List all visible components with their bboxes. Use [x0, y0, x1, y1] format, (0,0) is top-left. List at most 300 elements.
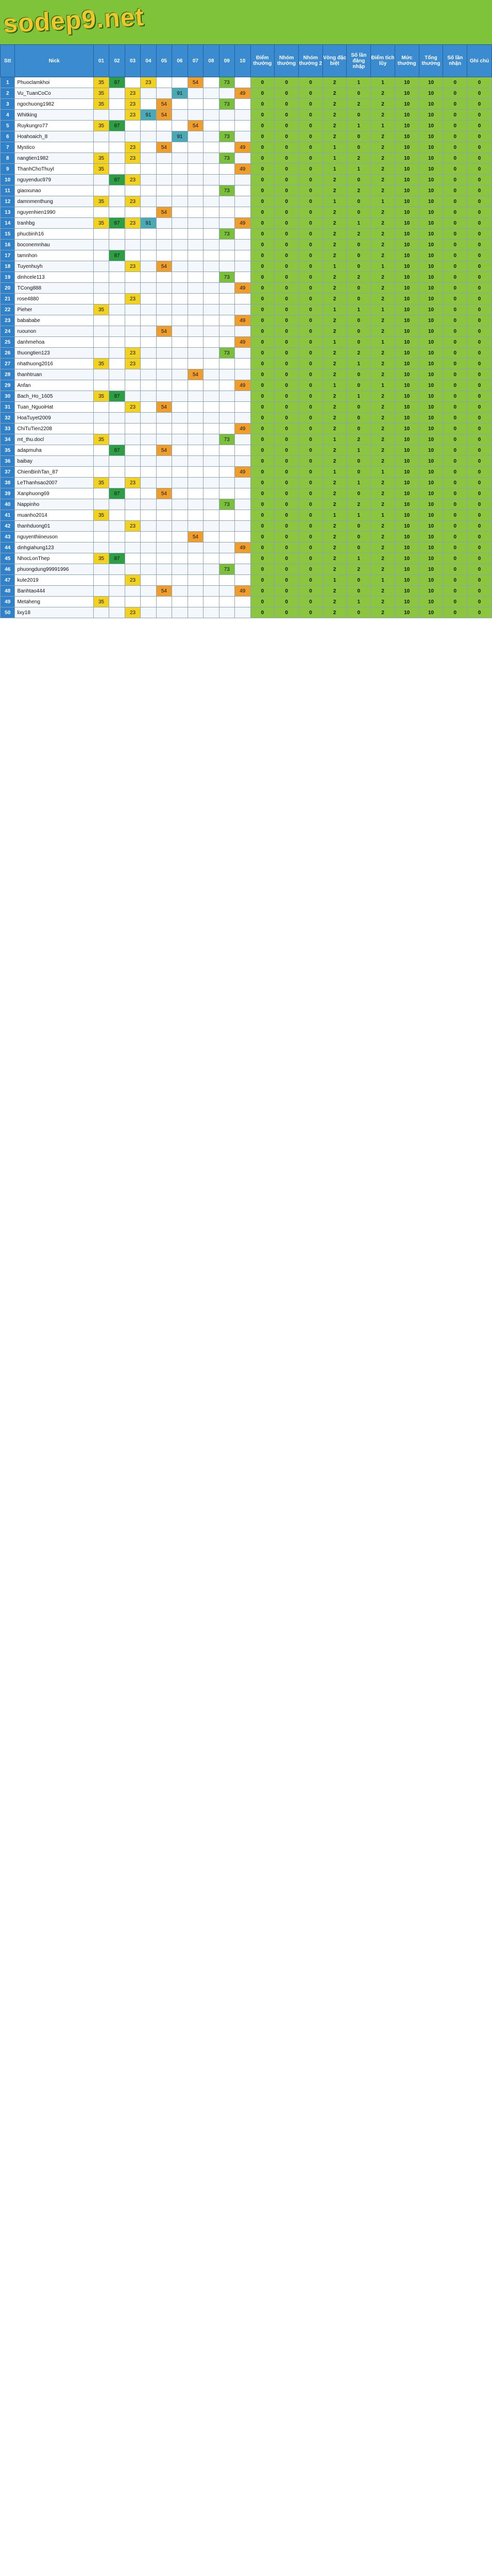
round-cell — [219, 218, 234, 229]
summary-cell: 0 — [443, 185, 467, 196]
player-nick[interactable]: ruounon — [15, 326, 93, 337]
row-number: 27 — [1, 359, 15, 369]
round-cell — [109, 607, 125, 618]
round-cell: 73 — [219, 564, 234, 575]
round-cell — [172, 510, 188, 521]
round-cell: 54 — [156, 326, 172, 337]
round-cell — [156, 121, 172, 131]
round-cell — [125, 391, 140, 402]
round-cell — [219, 88, 234, 99]
column-header: Nhóm thưởng 2 — [298, 45, 323, 77]
summary-cell: 0 — [298, 467, 323, 478]
round-cell — [125, 250, 140, 261]
player-nick[interactable]: lixy18 — [15, 607, 93, 618]
round-cell — [156, 597, 172, 607]
summary-cell: 0 — [467, 575, 492, 586]
round-cell — [219, 164, 234, 175]
player-nick[interactable]: thanhtruan — [15, 369, 93, 380]
player-nick[interactable]: Mystico — [15, 142, 93, 153]
summary-cell: 0 — [250, 142, 275, 153]
player-nick[interactable]: NhocLonThep — [15, 553, 93, 564]
player-nick[interactable]: boconemnhau — [15, 240, 93, 250]
round-cell — [141, 607, 156, 618]
player-nick[interactable]: muanho2014 — [15, 510, 93, 521]
round-cell — [203, 315, 219, 326]
round-cell — [203, 207, 219, 218]
round-cell — [93, 207, 109, 218]
round-cell — [109, 304, 125, 315]
round-cell — [125, 240, 140, 250]
round-cell: 87 — [109, 445, 125, 456]
summary-cell: 0 — [443, 196, 467, 207]
summary-cell: 10 — [395, 315, 419, 326]
round-cell — [172, 164, 188, 175]
round-cell — [93, 142, 109, 153]
round-cell — [109, 294, 125, 304]
round-cell — [172, 185, 188, 196]
summary-cell: 0 — [275, 543, 299, 553]
round-cell — [93, 348, 109, 359]
table-row — [1, 142, 492, 153]
column-header: 04 — [141, 45, 156, 77]
summary-cell: 10 — [419, 586, 443, 597]
player-nick[interactable]: Pieher — [15, 304, 93, 315]
row-number: 30 — [1, 391, 15, 402]
summary-cell: 0 — [467, 413, 492, 423]
player-nick[interactable]: Ruykungro77 — [15, 121, 93, 131]
summary-cell: 0 — [298, 185, 323, 196]
table-row — [1, 207, 492, 218]
summary-cell: 10 — [395, 131, 419, 142]
summary-cell: 0 — [347, 207, 371, 218]
summary-cell: 10 — [419, 164, 443, 175]
round-cell — [188, 543, 203, 553]
player-nick[interactable]: rose4880 — [15, 294, 93, 304]
summary-cell: 2 — [323, 586, 347, 597]
player-nick[interactable]: giaoxunao — [15, 185, 93, 196]
summary-cell: 0 — [275, 607, 299, 618]
column-header: Số lần đăng nhập — [347, 45, 371, 77]
summary-cell: 10 — [395, 488, 419, 499]
round-cell — [141, 348, 156, 359]
round-cell — [156, 315, 172, 326]
player-nick[interactable]: LeThanhsao2007 — [15, 478, 93, 488]
row-number: 5 — [1, 121, 15, 131]
round-cell — [172, 294, 188, 304]
round-cell: 87 — [109, 553, 125, 564]
summary-cell: 2 — [371, 586, 395, 597]
summary-cell: 2 — [323, 294, 347, 304]
round-cell: 35 — [93, 164, 109, 175]
round-cell — [235, 207, 250, 218]
round-cell — [188, 304, 203, 315]
summary-cell: 2 — [323, 326, 347, 337]
round-cell — [203, 272, 219, 283]
round-cell — [219, 283, 234, 294]
summary-cell: 0 — [443, 553, 467, 564]
summary-cell: 0 — [275, 521, 299, 532]
player-nick[interactable]: Vu_TuanCoCo — [15, 88, 93, 99]
round-cell — [203, 413, 219, 423]
summary-cell: 0 — [467, 240, 492, 250]
summary-cell: 0 — [467, 250, 492, 261]
column-header: 03 — [125, 45, 140, 77]
summary-cell: 2 — [371, 164, 395, 175]
round-cell — [203, 402, 219, 413]
round-cell — [188, 467, 203, 478]
summary-cell: 0 — [250, 564, 275, 575]
summary-cell: 10 — [419, 423, 443, 434]
summary-cell: 10 — [419, 272, 443, 283]
round-cell — [219, 250, 234, 261]
table-row — [1, 196, 492, 207]
player-nick[interactable]: phucbinh16 — [15, 229, 93, 240]
summary-cell: 0 — [467, 359, 492, 369]
round-cell — [141, 359, 156, 369]
round-cell: 49 — [235, 88, 250, 99]
player-nick[interactable]: Nappinho — [15, 499, 93, 510]
summary-cell: 1 — [371, 304, 395, 315]
summary-cell: 10 — [419, 77, 443, 88]
row-number: 44 — [1, 543, 15, 553]
player-nick[interactable]: adapmuha — [15, 445, 93, 456]
table-row — [1, 240, 492, 250]
table-header — [1, 45, 492, 77]
summary-cell: 0 — [250, 553, 275, 564]
summary-cell: 0 — [467, 553, 492, 564]
round-cell — [219, 261, 234, 272]
table-row — [1, 110, 492, 121]
summary-cell: 0 — [443, 326, 467, 337]
player-nick[interactable]: Hoahoaich_8 — [15, 131, 93, 142]
player-nick[interactable]: danhmehoa — [15, 337, 93, 348]
summary-cell: 1 — [371, 77, 395, 88]
round-cell — [203, 131, 219, 142]
player-nick[interactable]: nangtien1982 — [15, 153, 93, 164]
round-cell — [235, 240, 250, 250]
round-cell — [188, 283, 203, 294]
summary-cell: 0 — [467, 369, 492, 380]
table-row — [1, 467, 492, 478]
round-cell — [203, 261, 219, 272]
round-cell — [203, 110, 219, 121]
round-cell: 23 — [125, 99, 140, 110]
summary-cell: 0 — [275, 218, 299, 229]
round-cell — [188, 564, 203, 575]
round-cell — [109, 283, 125, 294]
round-cell — [125, 121, 140, 131]
player-nick[interactable]: tranhbg — [15, 218, 93, 229]
round-cell: 49 — [235, 380, 250, 391]
summary-cell: 10 — [395, 304, 419, 315]
summary-cell: 10 — [395, 175, 419, 185]
table-row — [1, 88, 492, 99]
player-nick[interactable]: Tuan_NguoiHat — [15, 402, 93, 413]
round-cell — [109, 521, 125, 532]
round-cell — [156, 391, 172, 402]
round-cell: 35 — [93, 218, 109, 229]
round-cell — [156, 607, 172, 618]
round-cell: 49 — [235, 586, 250, 597]
summary-cell: 10 — [395, 553, 419, 564]
round-cell — [219, 326, 234, 337]
summary-cell: 0 — [275, 142, 299, 153]
round-cell — [235, 478, 250, 488]
table-row — [1, 564, 492, 575]
summary-cell: 1 — [347, 478, 371, 488]
player-nick[interactable]: mt_thu.docl — [15, 434, 93, 445]
round-cell — [93, 607, 109, 618]
player-nick[interactable]: thanhduong01 — [15, 521, 93, 532]
summary-cell: 0 — [275, 250, 299, 261]
round-cell — [219, 423, 234, 434]
player-nick[interactable]: HoaTuyet2009 — [15, 413, 93, 423]
round-cell — [172, 261, 188, 272]
summary-cell: 0 — [443, 110, 467, 121]
round-cell — [141, 499, 156, 510]
summary-cell: 10 — [395, 121, 419, 131]
player-nick[interactable]: tamnhon — [15, 250, 93, 261]
summary-cell: 0 — [250, 164, 275, 175]
round-cell — [172, 564, 188, 575]
round-cell — [203, 543, 219, 553]
round-cell — [93, 445, 109, 456]
column-header: Ghi chú — [467, 45, 492, 77]
summary-cell: 10 — [395, 240, 419, 250]
summary-cell: 2 — [371, 434, 395, 445]
round-cell — [235, 261, 250, 272]
player-nick[interactable]: Phuoclamkhoi — [15, 77, 93, 88]
summary-cell: 1 — [347, 164, 371, 175]
round-cell — [141, 521, 156, 532]
round-cell — [235, 175, 250, 185]
row-number: 36 — [1, 456, 15, 467]
round-cell: 23 — [125, 478, 140, 488]
round-cell — [109, 359, 125, 369]
round-cell: 54 — [156, 142, 172, 153]
summary-cell: 2 — [323, 564, 347, 575]
round-cell — [203, 88, 219, 99]
table-row — [1, 77, 492, 88]
row-number: 33 — [1, 423, 15, 434]
summary-cell: 0 — [467, 142, 492, 153]
summary-cell: 2 — [371, 142, 395, 153]
column-header: 05 — [156, 45, 172, 77]
summary-cell: 1 — [347, 510, 371, 521]
player-nick[interactable]: nguyenduc979 — [15, 175, 93, 185]
summary-cell: 0 — [443, 445, 467, 456]
round-cell — [172, 488, 188, 499]
round-cell — [109, 229, 125, 240]
player-nick[interactable]: ThanhChoThuyl — [15, 164, 93, 175]
round-cell — [125, 423, 140, 434]
round-cell — [235, 121, 250, 131]
round-cell — [141, 196, 156, 207]
summary-cell: 0 — [275, 434, 299, 445]
round-cell — [188, 553, 203, 564]
round-cell — [109, 467, 125, 478]
round-cell — [203, 175, 219, 185]
summary-cell: 0 — [275, 315, 299, 326]
summary-cell: 0 — [467, 185, 492, 196]
round-cell — [235, 597, 250, 607]
round-cell — [109, 575, 125, 586]
summary-cell: 0 — [298, 499, 323, 510]
round-cell — [156, 564, 172, 575]
player-nick[interactable]: ngochuong1982 — [15, 99, 93, 110]
player-nick[interactable]: thuongtien123 — [15, 348, 93, 359]
summary-cell: 2 — [347, 153, 371, 164]
summary-cell: 10 — [395, 261, 419, 272]
round-cell — [188, 240, 203, 250]
summary-cell: 0 — [275, 467, 299, 478]
summary-cell: 2 — [371, 326, 395, 337]
round-cell — [141, 326, 156, 337]
summary-cell: 0 — [250, 304, 275, 315]
round-cell — [125, 532, 140, 543]
player-nick[interactable]: nguyenthiineuson — [15, 532, 93, 543]
round-cell — [172, 456, 188, 467]
round-cell — [235, 456, 250, 467]
summary-cell: 0 — [298, 488, 323, 499]
player-nick[interactable]: nguyenhien1990 — [15, 207, 93, 218]
round-cell — [125, 369, 140, 380]
round-cell — [172, 359, 188, 369]
player-nick[interactable]: phuongdung99991996 — [15, 564, 93, 575]
summary-cell: 0 — [275, 564, 299, 575]
player-nick[interactable]: Tuyenhuyh — [15, 261, 93, 272]
summary-cell: 0 — [467, 121, 492, 131]
summary-cell: 2 — [371, 131, 395, 142]
summary-cell: 10 — [419, 499, 443, 510]
round-cell — [219, 575, 234, 586]
summary-cell: 10 — [419, 369, 443, 380]
summary-cell: 0 — [298, 478, 323, 488]
player-nick[interactable]: dinhgiahung123 — [15, 543, 93, 553]
round-cell — [109, 337, 125, 348]
summary-cell: 2 — [323, 250, 347, 261]
round-cell — [172, 250, 188, 261]
summary-cell: 0 — [467, 532, 492, 543]
summary-cell: 1 — [347, 218, 371, 229]
player-nick[interactable]: Bach_Ho_1605 — [15, 391, 93, 402]
summary-cell: 2 — [323, 283, 347, 294]
summary-cell: 2 — [323, 553, 347, 564]
round-cell — [109, 510, 125, 521]
round-cell — [156, 434, 172, 445]
summary-cell: 10 — [419, 445, 443, 456]
round-cell — [188, 261, 203, 272]
table-row — [1, 175, 492, 185]
summary-cell: 2 — [371, 564, 395, 575]
summary-cell: 0 — [467, 337, 492, 348]
row-number: 43 — [1, 532, 15, 543]
summary-cell: 2 — [371, 207, 395, 218]
round-cell — [235, 510, 250, 521]
summary-cell: 0 — [443, 131, 467, 142]
round-cell — [219, 369, 234, 380]
player-nick[interactable]: dinhcele113 — [15, 272, 93, 283]
player-nick[interactable]: Xanphuong69 — [15, 488, 93, 499]
player-nick[interactable]: baibay — [15, 456, 93, 467]
player-nick[interactable]: TCong888 — [15, 283, 93, 294]
round-cell — [109, 240, 125, 250]
summary-cell: 0 — [298, 521, 323, 532]
round-cell — [188, 597, 203, 607]
summary-cell: 0 — [298, 434, 323, 445]
table-row — [1, 413, 492, 423]
player-nick[interactable]: Whitking — [15, 110, 93, 121]
round-cell — [219, 607, 234, 618]
round-cell — [203, 240, 219, 250]
summary-cell: 2 — [323, 413, 347, 423]
player-nick[interactable]: nhathuong2016 — [15, 359, 93, 369]
round-cell — [188, 445, 203, 456]
round-cell — [141, 272, 156, 283]
summary-cell: 0 — [347, 110, 371, 121]
summary-cell: 10 — [395, 510, 419, 521]
player-nick[interactable]: damnmenthung — [15, 196, 93, 207]
round-cell — [156, 553, 172, 564]
summary-cell: 0 — [298, 607, 323, 618]
row-number: 3 — [1, 99, 15, 110]
player-nick[interactable]: kute2019 — [15, 575, 93, 586]
site-logo[interactable]: sodep9.net — [2, 2, 145, 39]
summary-cell: 10 — [419, 110, 443, 121]
round-cell — [188, 218, 203, 229]
round-cell — [203, 575, 219, 586]
round-cell — [203, 304, 219, 315]
row-number: 50 — [1, 607, 15, 618]
round-cell — [203, 391, 219, 402]
table-row — [1, 521, 492, 532]
round-cell: 23 — [125, 88, 140, 99]
round-cell — [93, 326, 109, 337]
summary-cell: 0 — [298, 142, 323, 153]
round-cell: 35 — [93, 88, 109, 99]
player-nick[interactable]: ChienBinhTan_87 — [15, 467, 93, 478]
summary-cell: 2 — [371, 391, 395, 402]
summary-cell: 0 — [347, 283, 371, 294]
round-cell — [172, 142, 188, 153]
summary-cell: 0 — [443, 607, 467, 618]
round-cell: 87 — [109, 175, 125, 185]
player-nick[interactable]: babababe — [15, 315, 93, 326]
table-row — [1, 337, 492, 348]
round-cell — [156, 229, 172, 240]
summary-cell: 0 — [467, 564, 492, 575]
summary-cell: 2 — [371, 348, 395, 359]
summary-cell: 1 — [371, 337, 395, 348]
player-nick[interactable]: ChiTuTien2208 — [15, 423, 93, 434]
player-nick[interactable]: Banhtao444 — [15, 586, 93, 597]
summary-cell: 0 — [298, 218, 323, 229]
summary-cell: 10 — [395, 348, 419, 359]
round-cell — [109, 456, 125, 467]
player-nick[interactable]: Anfan — [15, 380, 93, 391]
summary-cell: 0 — [250, 218, 275, 229]
round-cell — [172, 586, 188, 597]
summary-cell: 2 — [371, 597, 395, 607]
summary-cell: 0 — [298, 272, 323, 283]
round-cell — [125, 131, 140, 142]
round-cell — [141, 391, 156, 402]
summary-cell: 2 — [323, 423, 347, 434]
player-nick[interactable]: Metaheng — [15, 597, 93, 607]
row-number: 45 — [1, 553, 15, 564]
row-number: 42 — [1, 521, 15, 532]
row-number: 4 — [1, 110, 15, 121]
